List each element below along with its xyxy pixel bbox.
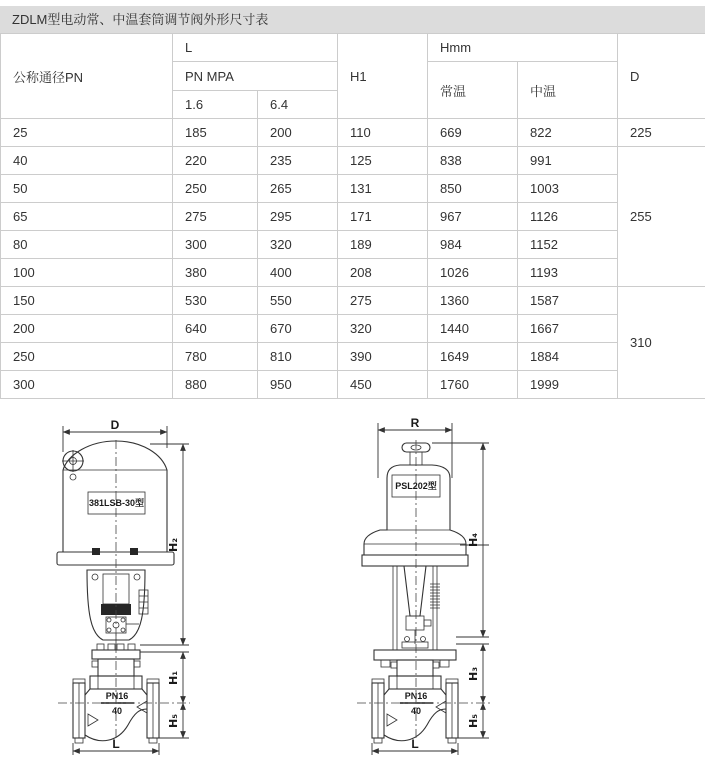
cell-h1: 320 — [338, 315, 428, 343]
header-pn-mpa: PN MPA — [173, 62, 338, 91]
cell-l16: 880 — [173, 371, 258, 399]
dim-label-h4: H₄ — [467, 532, 480, 548]
table-row — [1, 119, 705, 147]
dim-label-h3: H₃ — [467, 666, 480, 682]
dimension-table — [0, 33, 705, 399]
cell-l64: 295 — [258, 203, 338, 231]
cell-h-normal: 1649 — [428, 343, 518, 371]
table-row — [1, 147, 705, 175]
cell-h-mid: 1999 — [518, 371, 618, 399]
header-p16: 1.6 — [173, 91, 258, 119]
cell-l16: 275 — [173, 203, 258, 231]
right-yoke — [393, 566, 440, 650]
cell-dn: 300 — [1, 371, 173, 399]
cell-h1: 131 — [338, 175, 428, 203]
cell-l64: 200 — [258, 119, 338, 147]
left-yoke — [87, 570, 148, 650]
cell-h-mid: 1667 — [518, 315, 618, 343]
table-row — [1, 203, 705, 231]
cell-dn: 25 — [1, 119, 173, 147]
cell-l16: 530 — [173, 287, 258, 315]
cell-h-mid: 991 — [518, 147, 618, 175]
cell-dn: 50 — [1, 175, 173, 203]
cell-l64: 550 — [258, 287, 338, 315]
header-l: L — [173, 34, 338, 62]
dim-label-h1: H₁ — [167, 670, 180, 686]
cell-h1: 208 — [338, 259, 428, 287]
cell-d-group: 225 — [618, 119, 705, 147]
right-valve-diagram — [357, 418, 490, 755]
cell-l16: 220 — [173, 147, 258, 175]
dim-label-d: D — [110, 418, 120, 432]
cell-l64: 320 — [258, 231, 338, 259]
cell-d-group: 255 — [618, 147, 705, 287]
header-mid-temp: 中温 — [518, 62, 618, 119]
cell-l16: 780 — [173, 343, 258, 371]
cell-h1: 275 — [338, 287, 428, 315]
cell-l64: 950 — [258, 371, 338, 399]
table-row — [1, 371, 705, 399]
cell-h1: 171 — [338, 203, 428, 231]
cell-dn: 65 — [1, 203, 173, 231]
table-row — [1, 343, 705, 371]
table-row — [1, 231, 705, 259]
dim-label-l: L — [411, 737, 419, 751]
cell-dn: 250 — [1, 343, 173, 371]
cell-h-mid: 822 — [518, 119, 618, 147]
right-actuator-label: PSL202型 — [395, 481, 437, 491]
cell-l16: 640 — [173, 315, 258, 343]
cell-dn: 80 — [1, 231, 173, 259]
cell-h-normal: 838 — [428, 147, 518, 175]
table-title: ZDLM型电动常、中温套筒调节阀外形尺寸表 — [12, 12, 269, 27]
cell-h-normal: 669 — [428, 119, 518, 147]
dim-label-h2: H₂ — [167, 537, 180, 553]
cell-h1: 390 — [338, 343, 428, 371]
cell-h-normal: 984 — [428, 231, 518, 259]
cell-dn: 150 — [1, 287, 173, 315]
cell-h1: 189 — [338, 231, 428, 259]
dim-label-r: R — [410, 418, 420, 430]
left-rating-top: PN16 — [105, 691, 129, 701]
header-dn: 公称通径PN — [1, 34, 173, 119]
cell-h1: 450 — [338, 371, 428, 399]
cell-l64: 235 — [258, 147, 338, 175]
cell-h1: 125 — [338, 147, 428, 175]
cell-dn: 200 — [1, 315, 173, 343]
cell-h-normal: 850 — [428, 175, 518, 203]
left-rating-bottom: 40 — [111, 706, 123, 716]
table-title-bar — [0, 6, 705, 33]
cell-l16: 380 — [173, 259, 258, 287]
cell-d-group: 310 — [618, 287, 705, 399]
header-d: D — [618, 34, 705, 119]
cell-h-mid: 1126 — [518, 203, 618, 231]
cell-l64: 670 — [258, 315, 338, 343]
cell-dn: 40 — [1, 147, 173, 175]
cell-h-normal: 1440 — [428, 315, 518, 343]
header-row-1 — [1, 34, 705, 62]
table-row — [1, 287, 705, 315]
right-rating-top: PN16 — [404, 691, 428, 701]
cell-h-mid: 1193 — [518, 259, 618, 287]
left-valve-diagram — [57, 418, 190, 755]
cell-l64: 810 — [258, 343, 338, 371]
header-h1: H1 — [338, 34, 428, 119]
cell-dn: 100 — [1, 259, 173, 287]
right-rating-bottom: 40 — [410, 706, 422, 716]
header-hmm: Hmm — [428, 34, 618, 62]
right-valve-body — [372, 650, 458, 743]
table-row — [1, 175, 705, 203]
dim-label-h5: H₅ — [167, 713, 180, 729]
table-row — [1, 259, 705, 287]
dim-label-l: L — [112, 737, 120, 751]
cell-h-mid: 1884 — [518, 343, 618, 371]
cell-h-normal: 1760 — [428, 371, 518, 399]
cell-l16: 250 — [173, 175, 258, 203]
left-actuator — [57, 441, 174, 565]
header-p64: 6.4 — [258, 91, 338, 119]
table-row — [1, 315, 705, 343]
cell-h-mid: 1003 — [518, 175, 618, 203]
cell-h-mid: 1152 — [518, 231, 618, 259]
cell-l16: 185 — [173, 119, 258, 147]
valve-diagrams — [0, 418, 705, 780]
cell-h-mid: 1587 — [518, 287, 618, 315]
cell-l64: 400 — [258, 259, 338, 287]
left-actuator-label: 381LSB-30型 — [88, 498, 145, 508]
dim-label-h5: H₅ — [467, 713, 480, 729]
cell-h-normal: 1360 — [428, 287, 518, 315]
cell-h-normal: 1026 — [428, 259, 518, 287]
header-normal-temp: 常温 — [428, 62, 518, 119]
cell-l16: 300 — [173, 231, 258, 259]
cell-h1: 110 — [338, 119, 428, 147]
cell-h-normal: 967 — [428, 203, 518, 231]
cell-l64: 265 — [258, 175, 338, 203]
